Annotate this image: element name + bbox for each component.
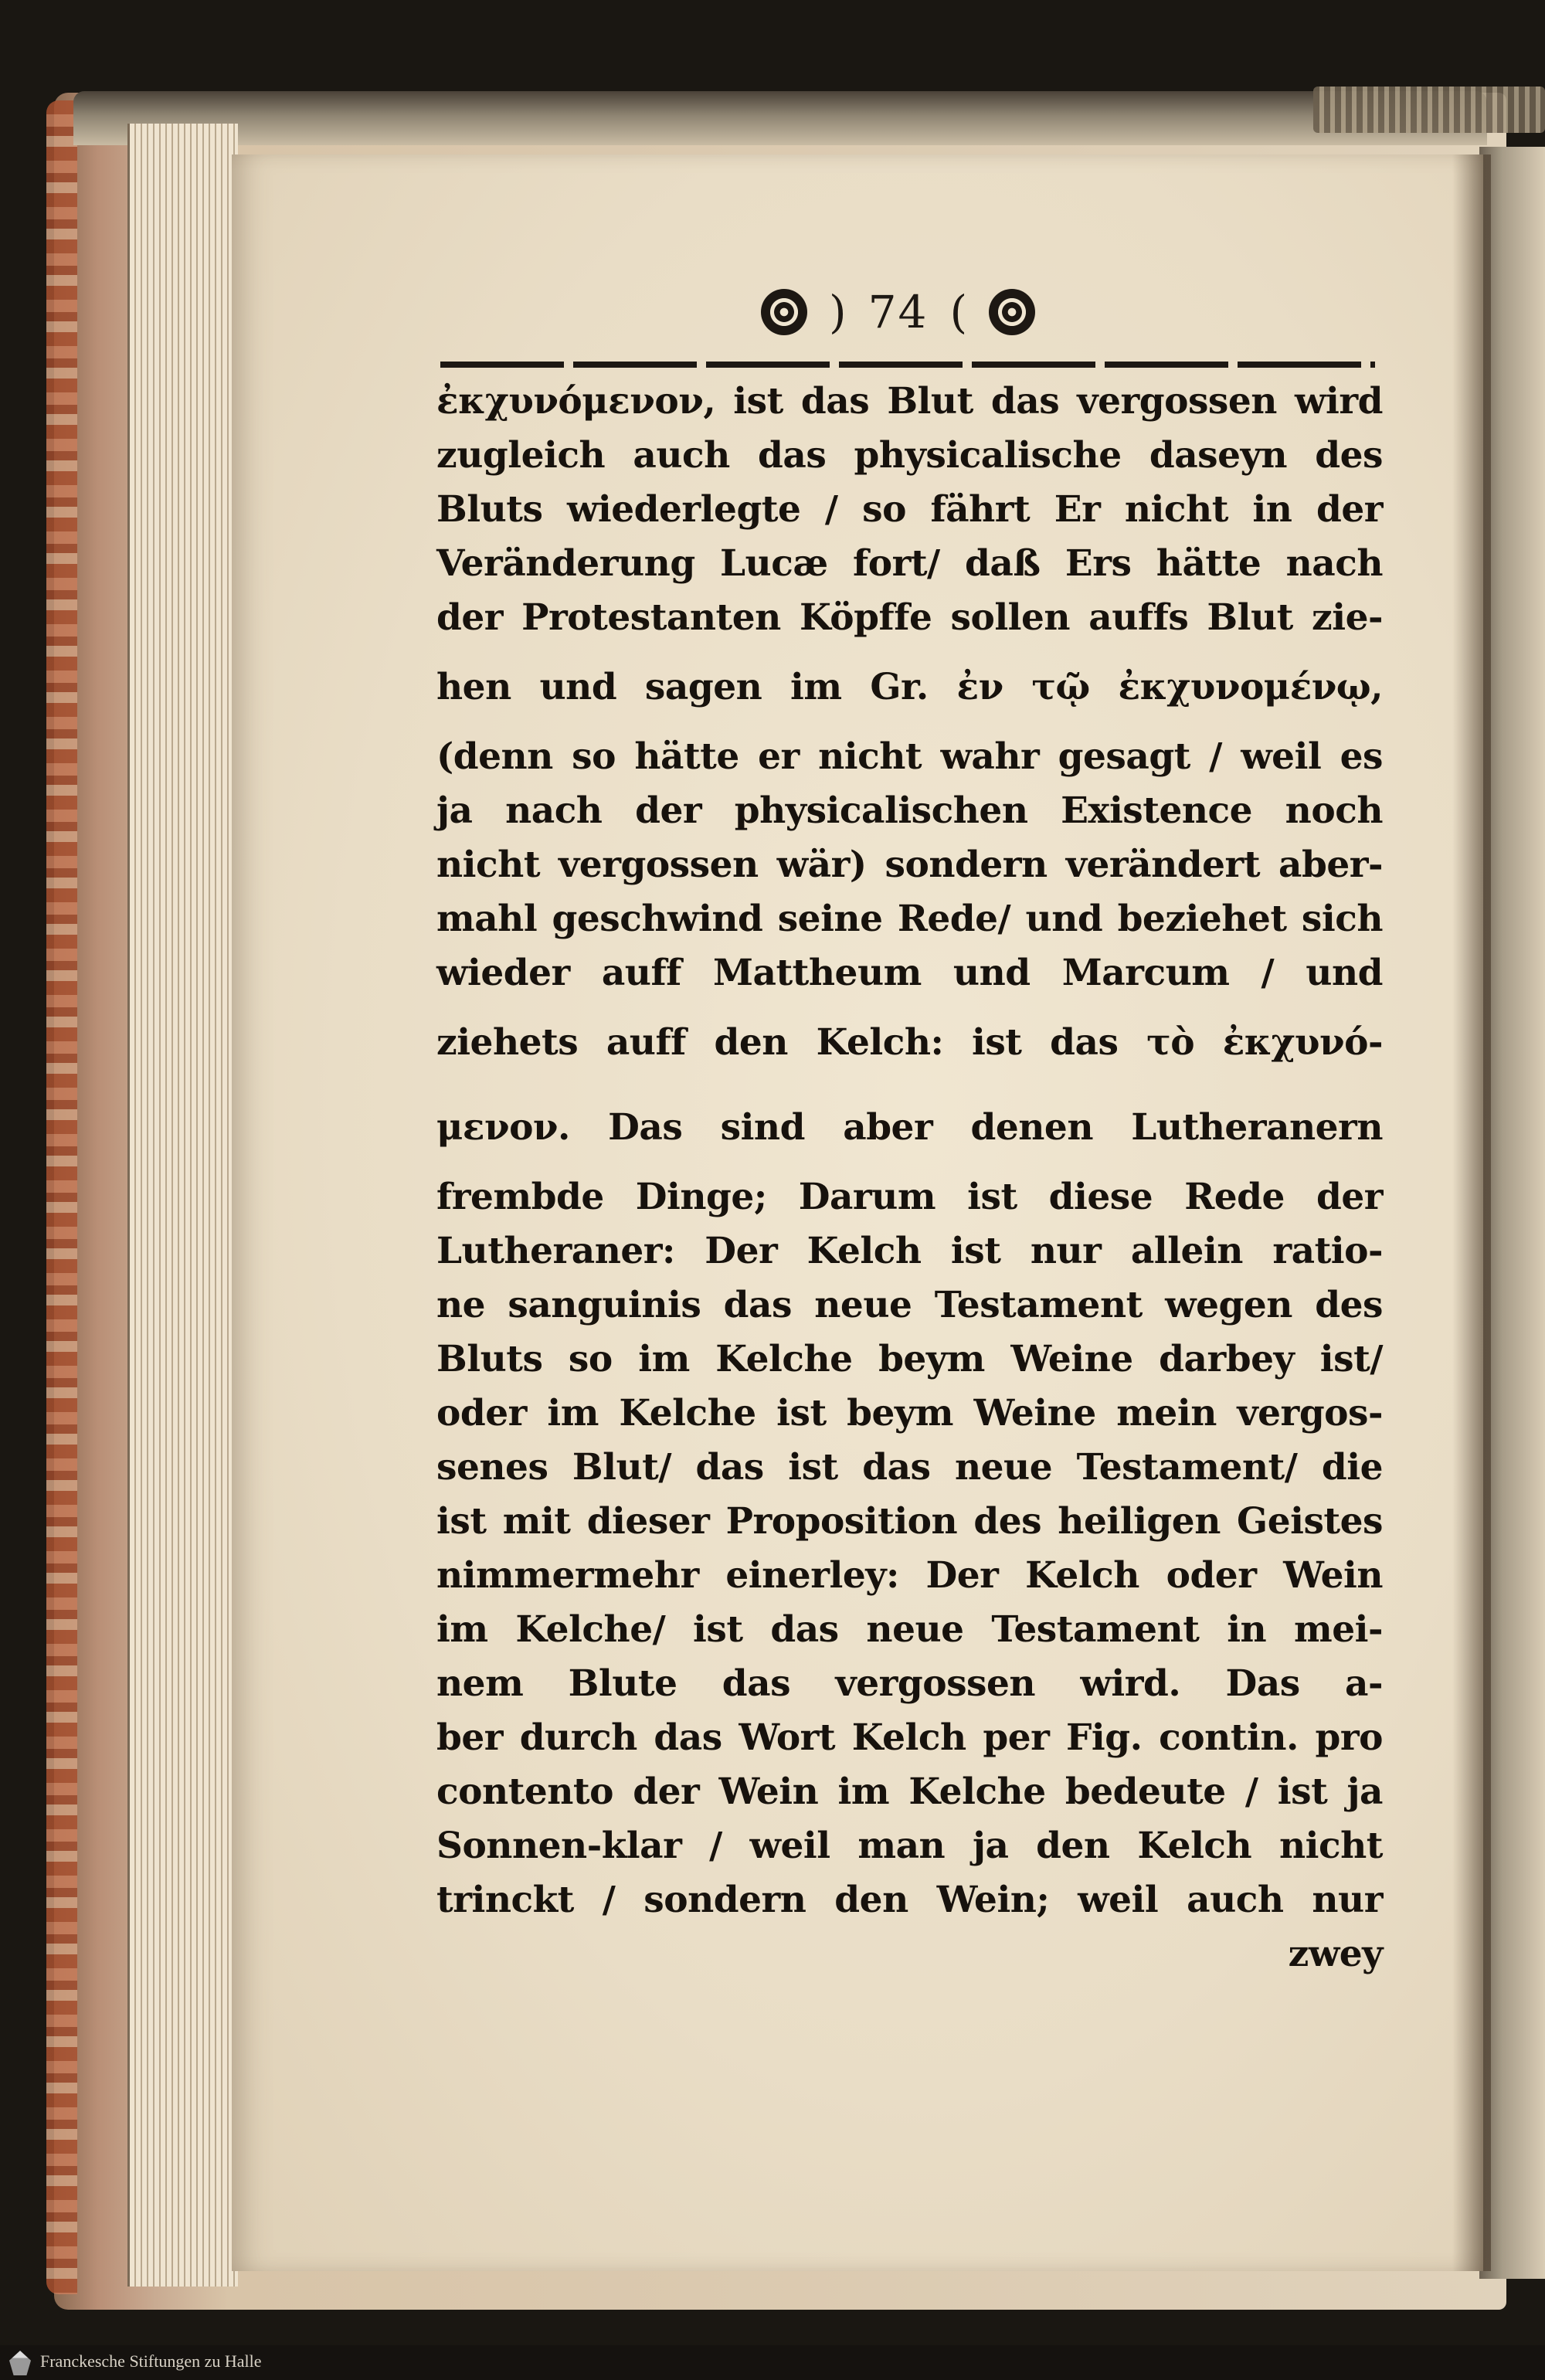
page-number: 74 [868,286,929,338]
text-line: ja nach der physicalischen Existence noch [436,789,1383,832]
institution-credit: Franckesche Stiftungen zu Halle [40,2351,262,2371]
flower-ornament-icon [761,289,807,335]
text-line: Sonnen-klar / weil man ja den Kelch nicht [436,1825,1383,1867]
text-line: Lutheraner: Der Kelch ist nur allein ratio- [436,1230,1383,1272]
text-line: ἐκχυνόμενον, ist das Blut das vergossen wird [436,380,1383,423]
flower-ornament-icon [989,289,1035,335]
text-line: der Protestanten Köpffe sollen auffs Blut zie- [436,596,1383,639]
text-line: nem Blute das vergossen wird. Das a- [436,1662,1383,1705]
text-line: mahl geschwind seine Rede/ und beziehet sich [436,898,1383,940]
gutter-shadow [1452,154,1491,2271]
head-paren-left: ) [829,286,847,338]
text-line: Veränderung Lucæ fort/ daß Ers hätte nach [436,542,1383,585]
text-line: frembde Dinge; Darum ist diese Rede der [436,1176,1383,1218]
text-line: ist mit dieser Proposition des heiligen Geistes [436,1500,1383,1543]
text-line: μενον. Das sind aber denen Lutheranern [436,1106,1383,1149]
text-line: contento der Wein im Kelche bedeute / ist ja [436,1771,1383,1813]
text-line: nicht vergossen wär) sondern verändert aber- [436,844,1383,886]
text-line: zugleich auch das physicalische daseyn des [436,434,1383,477]
text-line: ber durch das Wort Kelch per Fig. contin. pro [436,1716,1383,1759]
text-line: (denn so hätte er nicht wahr gesagt / weil es [436,735,1383,778]
header-rule [440,362,1375,368]
page-stack-edge [127,124,238,2287]
text-line: ziehets auff den Kelch: ist das τὸ ἐκχυνό- [436,1021,1383,1064]
text-line: nimmermehr einerley: Der Kelch oder Wein [436,1554,1383,1597]
text-line: ne sanguinis das neue Testament wegen des [436,1284,1383,1326]
catchword: zwey [1288,1933,1383,1975]
text-line: senes Blut/ das ist das neue Testament/ die [436,1446,1383,1489]
text-line: Bluts wiederlegte / so fährt Er nicht in der [436,488,1383,531]
body-text [436,375,1383,1981]
marbled-cover-edge [46,100,77,2294]
text-line: wieder auff Mattheum und Marcum / und [436,952,1383,994]
top-binding-edge [73,91,1487,145]
running-head [761,286,1035,338]
text-line: oder im Kelche ist beym Weine mein vergos- [436,1392,1383,1434]
text-line: hen und sagen im Gr. ἐν τῷ ἐκχυνομένῳ, [436,666,1383,708]
text-line: im Kelche/ ist das neue Testament in mei- [436,1608,1383,1651]
head-paren-right: ( [949,286,968,338]
text-line: Bluts so im Kelche beym Weine darbey ist/ [436,1338,1383,1380]
text-line: trinckt / sondern den Wein; weil auch nur [436,1879,1383,1921]
binding-ornament [1313,87,1545,133]
